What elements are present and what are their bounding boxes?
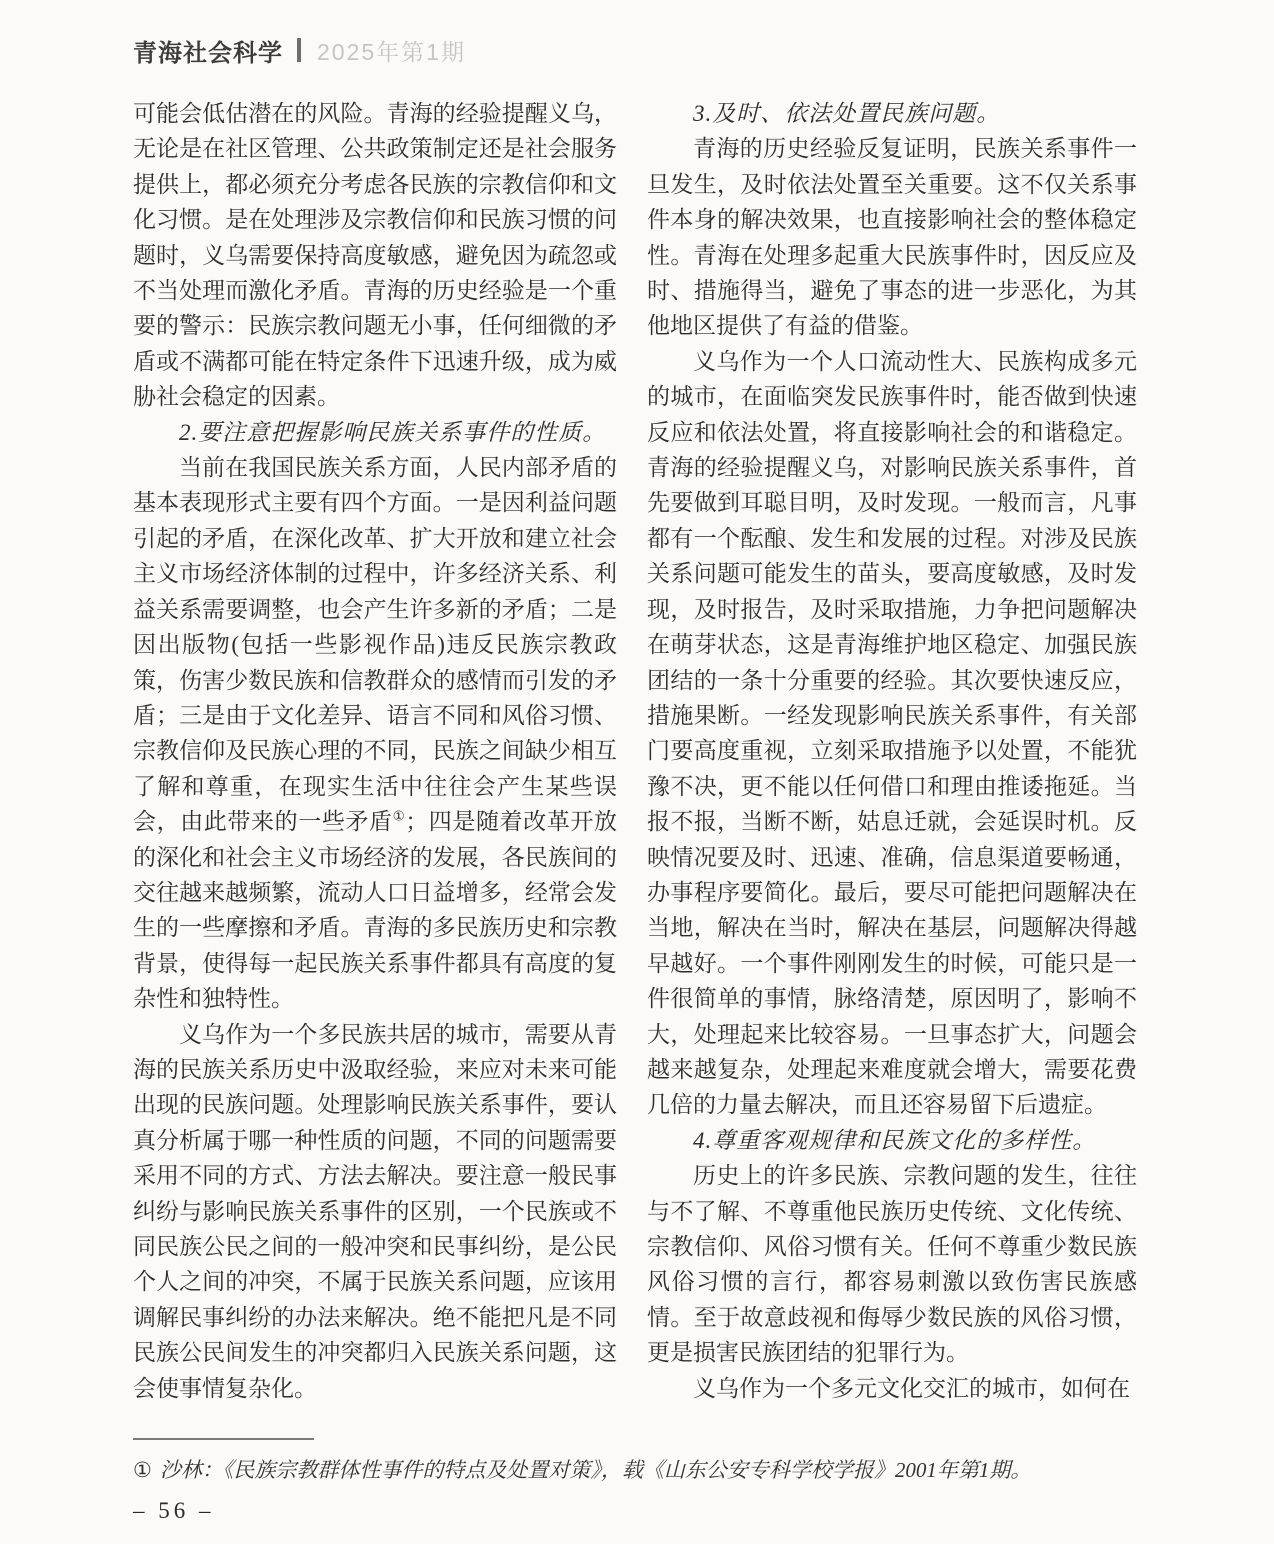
paragraph-text: ；四是随着改革开放的深化和社会主义市场经济的发展，各民族间的交往越来越频繁，流动人口日益增多，经常会发生的一些摩擦和矛盾。青海的多民族历史和宗教背景，使得每一起民族关系事件都具有高度的复杂性和独特性。: [133, 809, 618, 1012]
paragraph: 青海的历史经验反复证明，民族关系事件一旦发生，及时依法处置至关重要。这不仅关系事件本身的解决效果，也直接影响社会的整体稳定性。青海在处理多起重大民族事件时，因反应及时、措施得当，避免了事态的进一步恶化，为其他地区提供了有益的借鉴。: [647, 136, 1137, 339]
issue-label: 2025年第1期: [317, 38, 466, 65]
subheading-3: 3.及时、依法处置民族问题。: [693, 101, 1001, 126]
running-head: [133, 34, 466, 66]
footnote-ref: ①: [392, 808, 406, 824]
paragraph: 义乌作为一个人口流动性大、民族构成多元的城市，在面临突发民族事件时，能否做到快速反应和依法处置，将直接影响社会的和谐稳定。青海的经验提醒义乌，对影响民族关系事件，首先要做到耳聪目明，及时发现。一般而言，凡事都有一个酝酿、发生和发展的过程。对涉及民族关系问题可能发生的苗头，要高度敏感，及时发现，及时报告，及时采取措施，力争把问题解决在萌芽状态，这是青海维护地区稳定、加强民族团结的一条十分重要的经验。其次要快速反应，措施果断。一经发现影响民族关系事件，有关部门要高度重视，立刻采取措施予以处置，不能犹豫不决，更不能以任何借口和理由推诿拖延。当报不报，当断不断，姑息迁就，会延误时机。反映情况要及时、迅速、准确，信息渠道要畅通，办事程序要简化。最后，要尽可能把问题解决在当地，解决在当时，解决在基层，问题解决得越早越好。一个事件刚刚发生的时候，可能只是一件很简单的事情，脉络清楚，原因明了，影响不大，处理起来比较容易。一旦事态扩大，问题会越来越复杂，处理起来难度就会增大，需要花费几倍的力量去解决，而且还容易留下后遗症。: [647, 348, 1137, 1118]
paragraph: 历史上的许多民族、宗教问题的发生，往往与不了解、不尊重他民族历史传统、文化传统、宗教信仰、风俗习惯有关。任何不尊重少数民族风俗习惯的言行，都容易刺激以致伤害民族感情。至于故意歧视和侮辱少数民族的风俗习惯，更是损害民族团结的犯罪行为。: [647, 1163, 1137, 1366]
paragraph-continuation: 可能会低估潜在的风险。青海的经验提醒义乌，无论是在社区管理、公共政策制定还是社会服务提供上，都必须充分考虑各民族的宗教信仰和文化习惯。是在处理涉及宗教信仰和民族习惯的问题时，义乌需要保持高度敏感，避免因为疏忽或不当处理而激化矛盾。青海的历史经验是一个重要的警示：民族宗教问题无小事，任何细微的矛盾或不满都可能在特定条件下迅速升级，成为威胁社会稳定的因素。: [133, 101, 617, 410]
article-body: [133, 96, 1137, 1406]
paragraph-text: 当前在我国民族关系方面，人民内部矛盾的基本表现形式主要有四个方面。一是因利益问题引起的矛盾，在深化改革、扩大开放和建立社会主义市场经济体制的过程中，许多经济关系、利益关系需要调整，也会产生许多新的矛盾；二是因出版物(包括一些影视作品)违反民族宗教政策，伤害少数民族和信教群众的感情而引发的矛盾；三是由于文化差异、语言不同和风俗习惯、宗教信仰及民族心理的不同，民族之间缺少相互了解和尊重，在现实生活中往往会产生某些误会，由此带来的一些矛盾: [133, 455, 617, 835]
journal-title: 青海社会科学: [133, 39, 283, 67]
paragraph: [133, 450, 617, 1017]
paragraph: 义乌作为一个多元文化交汇的城市，如何在: [693, 1375, 1130, 1401]
left-column: [133, 96, 617, 1406]
footnote-rule: [133, 1438, 314, 1440]
subheading-2: 2.要注意把握影响民族关系事件的性质。: [179, 419, 607, 445]
subheading-4: 4.尊重客观规律和民族文化的多样性。: [693, 1127, 1097, 1153]
page-number: – 56 –: [133, 1498, 215, 1523]
right-column: [647, 96, 1137, 1406]
footnote: [133, 1455, 1137, 1485]
header-divider: [297, 38, 301, 62]
footnote-text: 沙林：《民族宗教群体性事件的特点及处置对策》，载《山东公安专科学校学报》2001年第1期。: [159, 1458, 1032, 1482]
footnote-marker: ①: [133, 1458, 152, 1482]
paragraph: 义乌作为一个多民族共居的城市，需要从青海的民族关系历史中汲取经验，来应对未来可能出现的民族问题。处理影响民族关系事件，要认真分析属于哪一种性质的问题，不同的问题需要采用不同的方式、方法去解决。要注意一般民事纠纷与影响民族关系事件的区别，一个民族或不同民族公民之间的一般冲突和民事纠纷，是公民个人之间的冲突，不属于民族关系问题，应该用调解民事纠纷的办法来解决。绝不能把凡是不同民族公民间发生的冲突都归入民族关系问题，这会使事情复杂化。: [133, 1021, 617, 1401]
